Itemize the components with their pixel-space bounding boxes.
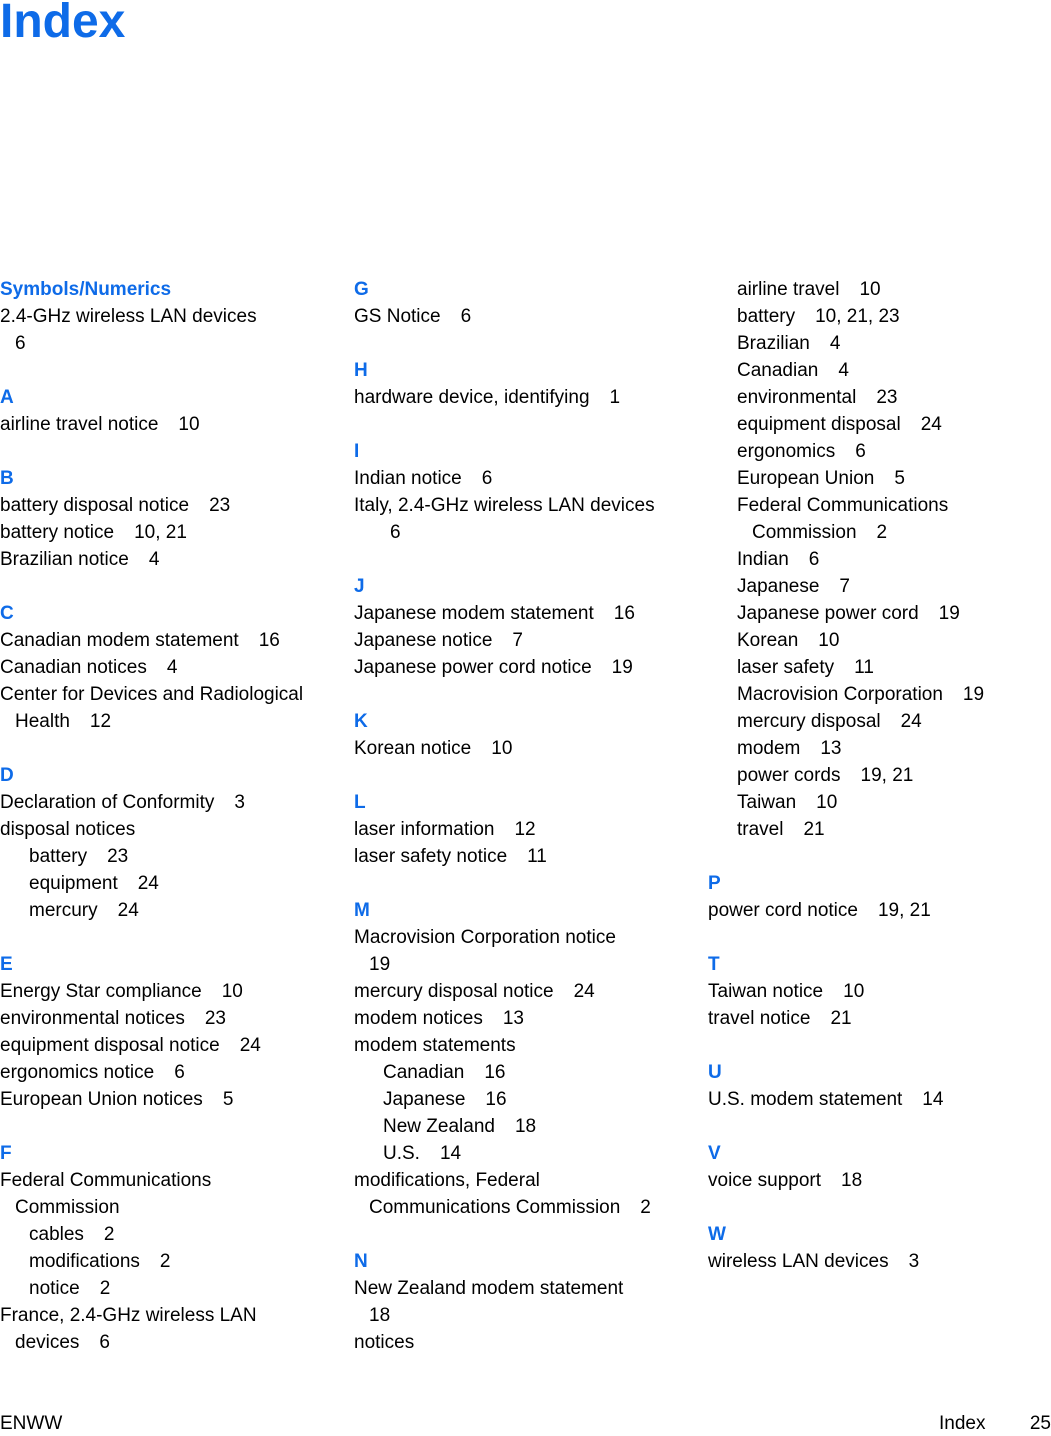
page-reference: 19, 21 <box>860 765 914 786</box>
entry-term-continued: Commission <box>15 1197 120 1218</box>
index-subentry <box>708 384 1048 411</box>
index-subentry <box>708 573 1048 600</box>
entry-term: power cord notice <box>708 900 858 921</box>
entry-term: Federal Communications <box>0 1170 212 1191</box>
page-reference: 10 <box>843 981 865 1002</box>
page-reference: 23 <box>876 387 898 408</box>
index-entry <box>0 789 340 816</box>
index-section <box>354 897 694 1221</box>
entry-term: 2.4-GHz wireless LAN devices <box>0 306 257 327</box>
index-section <box>354 708 694 762</box>
index-subentry <box>708 600 1048 627</box>
index-entry <box>0 303 340 357</box>
entry-term: modem <box>737 738 801 759</box>
entry-term: equipment <box>29 873 118 894</box>
index-entry <box>0 1005 340 1032</box>
index-entry <box>354 492 694 546</box>
page-reference: 4 <box>166 657 178 678</box>
page-reference: 19 <box>938 603 960 624</box>
index-subentry <box>354 1086 694 1113</box>
page-reference: 4 <box>829 333 841 354</box>
section-letter: M <box>354 900 370 921</box>
entry-term: environmental notices <box>0 1008 185 1029</box>
index-entry <box>0 978 340 1005</box>
index-section <box>708 1140 1048 1194</box>
entry-term: Italy, 2.4-GHz wireless LAN devices <box>354 495 655 516</box>
section-letter: T <box>708 954 720 975</box>
index-column-3 <box>708 276 1048 1302</box>
index-section <box>354 276 694 330</box>
index-section <box>708 276 1048 843</box>
entry-term: ergonomics notice <box>0 1062 155 1083</box>
entry-term-continued: Commission <box>752 522 857 543</box>
page-reference: 24 <box>239 1035 261 1056</box>
index-subentry <box>708 276 1048 303</box>
index-subentry <box>708 654 1048 681</box>
entry-term: New Zealand <box>383 1116 495 1137</box>
page-reference: 24 <box>900 711 922 732</box>
entry-term: equipment disposal <box>737 414 901 435</box>
page-reference: 19 <box>369 954 391 975</box>
page-reference: 2 <box>159 1251 171 1272</box>
entry-term: Brazilian <box>737 333 810 354</box>
index-subentry <box>0 843 340 870</box>
entry-term: European Union notices <box>0 1089 203 1110</box>
page-reference: 16 <box>485 1089 507 1110</box>
index-entry <box>354 1275 694 1329</box>
page-reference: 10, 21 <box>134 522 187 543</box>
entry-term-continued: Communications Commission <box>369 1197 621 1218</box>
entry-term: Canadian notices <box>0 657 147 678</box>
index-section <box>708 951 1048 1032</box>
index-subentry <box>0 1221 340 1248</box>
entry-term: Korean <box>737 630 799 651</box>
entry-term: Japanese <box>383 1089 466 1110</box>
entry-term: voice support <box>708 1170 822 1191</box>
page-reference: 16 <box>258 630 280 651</box>
index-entry <box>0 681 340 735</box>
entry-term: Canadian <box>737 360 819 381</box>
index-entry <box>354 654 694 681</box>
index-section <box>0 276 340 357</box>
index-subentry <box>708 438 1048 465</box>
page-reference: 4 <box>838 360 849 381</box>
entry-term: modifications <box>29 1251 140 1272</box>
entry-term: hardware device, identifying <box>354 387 590 408</box>
entry-term: Energy Star compliance <box>0 981 202 1002</box>
entry-term: modem statements <box>354 1035 516 1056</box>
entry-term: mercury disposal notice <box>354 981 554 1002</box>
index-subentry <box>708 816 1048 843</box>
page-reference: 2 <box>103 1224 115 1245</box>
page-reference: 6 <box>390 522 401 543</box>
entry-term: laser safety notice <box>354 846 508 867</box>
index-entry <box>354 816 694 843</box>
entry-term: Korean notice <box>354 738 472 759</box>
entry-term: Federal Communications <box>737 495 949 516</box>
entry-term: equipment disposal notice <box>0 1035 220 1056</box>
entry-term: Brazilian notice <box>0 549 129 570</box>
index-entry <box>354 735 694 762</box>
page-reference: 23 <box>209 495 231 516</box>
entry-term: cables <box>29 1224 84 1245</box>
page-reference: 24 <box>137 873 159 894</box>
footer-section: Index <box>939 1413 986 1434</box>
page-reference: 3 <box>234 792 245 813</box>
index-section <box>354 1248 694 1356</box>
section-letter: V <box>708 1143 721 1164</box>
page-reference: 19 <box>962 684 985 705</box>
entry-term: notice <box>29 1278 80 1299</box>
entry-term: European Union <box>737 468 875 489</box>
page-reference: 18 <box>841 1170 863 1191</box>
entry-term: Canadian <box>383 1062 465 1083</box>
entry-term: Center for Devices and Radiological <box>0 684 304 705</box>
page-reference: 6 <box>808 549 820 570</box>
index-entry <box>0 654 340 681</box>
index-subentry <box>708 681 1048 708</box>
page-reference: 24 <box>117 900 139 921</box>
section-letter: B <box>0 468 14 489</box>
index-subentry <box>708 330 1048 357</box>
entry-term: notices <box>354 1332 415 1353</box>
entry-term: Indian <box>737 549 789 570</box>
index-subentry <box>708 789 1048 816</box>
page-reference: 6 <box>855 441 866 462</box>
page-reference: 12 <box>514 819 536 840</box>
entry-term: modifications, Federal <box>354 1170 540 1191</box>
page-reference: 10 <box>816 792 838 813</box>
page-reference: 23 <box>107 846 129 867</box>
page-reference: 24 <box>920 414 942 435</box>
page-reference: 21 <box>803 819 825 840</box>
entry-term: disposal notices <box>0 819 136 840</box>
page-reference: 23 <box>204 1008 226 1029</box>
page-reference: 14 <box>922 1089 944 1110</box>
index-subentry <box>0 1248 340 1275</box>
index-entry <box>354 978 694 1005</box>
page-reference: 16 <box>613 603 635 624</box>
section-letter: K <box>354 711 368 732</box>
page-reference: 19, 21 <box>877 900 931 921</box>
entry-term: laser information <box>354 819 495 840</box>
entry-term: travel notice <box>708 1008 811 1029</box>
index-subentry <box>708 411 1048 438</box>
index-entry <box>708 897 1048 924</box>
index-section <box>0 1140 340 1356</box>
section-letter: U <box>708 1062 722 1083</box>
entry-term: Macrovision Corporation notice <box>354 927 616 948</box>
page-reference: 21 <box>830 1008 852 1029</box>
page-reference: 2 <box>876 522 888 543</box>
index-entry <box>354 384 694 411</box>
entry-term: wireless LAN devices <box>708 1251 889 1272</box>
index-entry <box>0 816 340 843</box>
footer-doc-id: ENWW <box>0 1413 63 1434</box>
index-column-2 <box>354 276 694 1383</box>
index-section <box>708 1221 1048 1275</box>
index-entry <box>0 546 340 573</box>
section-letter: J <box>354 576 365 597</box>
page-reference: 11 <box>527 846 547 867</box>
index-entry <box>354 924 694 978</box>
page-reference: 10 <box>491 738 513 759</box>
page-reference: 10 <box>859 279 881 300</box>
index-entry <box>708 1248 1048 1275</box>
index-section <box>0 951 340 1113</box>
entry-term: Japanese <box>737 576 820 597</box>
entry-term: New Zealand modem statement <box>354 1278 624 1299</box>
entry-term: Declaration of Conformity <box>0 792 215 813</box>
entry-term: mercury disposal <box>737 711 881 732</box>
index-subentry <box>708 465 1048 492</box>
index-subentry <box>354 1113 694 1140</box>
index-entry <box>708 1086 1048 1113</box>
entry-term: laser safety <box>737 657 835 678</box>
page-reference: 24 <box>573 981 595 1002</box>
entry-term: power cords <box>737 765 841 786</box>
index-entry <box>708 1005 1048 1032</box>
index-entry <box>0 1032 340 1059</box>
index-entry <box>354 1032 694 1059</box>
index-entry <box>0 1059 340 1086</box>
index-entry <box>708 1167 1048 1194</box>
page-reference: 11 <box>854 657 874 678</box>
index-entry <box>354 1329 694 1356</box>
entry-term-continued: devices <box>15 1332 80 1353</box>
page-reference: 10 <box>818 630 840 651</box>
section-letter: A <box>0 387 14 408</box>
page-reference: 3 <box>908 1251 920 1272</box>
page-title: Index <box>0 0 126 48</box>
index-subentry <box>708 708 1048 735</box>
index-entry <box>708 978 1048 1005</box>
index-section <box>0 465 340 573</box>
page-reference: 13 <box>820 738 842 759</box>
page-reference: 2 <box>640 1197 651 1218</box>
page-reference: 2 <box>99 1278 111 1299</box>
page-reference: 5 <box>894 468 905 489</box>
section-letter: W <box>708 1224 726 1245</box>
entry-term: Japanese modem statement <box>354 603 594 624</box>
index-section <box>0 384 340 438</box>
section-letter: G <box>354 279 369 300</box>
entry-term: Japanese power cord <box>737 603 919 624</box>
section-letter: F <box>0 1143 12 1164</box>
index-entry <box>354 1005 694 1032</box>
index-subentry <box>0 870 340 897</box>
page-reference: 18 <box>514 1116 537 1137</box>
index-subentry <box>354 1140 694 1167</box>
index-entry <box>0 1302 340 1356</box>
section-letter: N <box>354 1251 368 1272</box>
section-letter: H <box>354 360 368 381</box>
section-letter: E <box>0 954 13 975</box>
page-reference: 6 <box>174 1062 185 1083</box>
entry-term-continued: Health <box>15 711 70 732</box>
entry-term: Japanese power cord notice <box>354 657 592 678</box>
page-reference: 10 <box>221 981 243 1002</box>
page-reference: 1 <box>609 387 621 408</box>
footer-page-number: 25 <box>1029 1413 1051 1434</box>
page-reference: 7 <box>839 576 850 597</box>
entry-term: battery <box>737 306 796 327</box>
index-entry <box>354 1167 694 1221</box>
page-reference: 12 <box>89 711 112 732</box>
entry-term: Canadian modem statement <box>0 630 239 651</box>
entry-term: Taiwan notice <box>708 981 824 1002</box>
page-reference: 7 <box>512 630 523 651</box>
index-subentry <box>708 492 1048 546</box>
section-letter: P <box>708 873 721 894</box>
index-column-1 <box>0 276 340 1383</box>
page-reference: 6 <box>481 468 493 489</box>
page-reference: 19 <box>611 657 633 678</box>
index-subentry <box>708 627 1048 654</box>
page-reference: 6 <box>460 306 472 327</box>
index-section <box>354 789 694 870</box>
entry-term: airline travel notice <box>0 414 159 435</box>
page-reference: 18 <box>369 1305 391 1326</box>
index-entry <box>0 519 340 546</box>
index-subentry <box>354 1059 694 1086</box>
index-entry <box>354 627 694 654</box>
page-reference: 13 <box>502 1008 524 1029</box>
section-letter: L <box>354 792 366 813</box>
page-reference: 6 <box>15 333 26 354</box>
index-section <box>0 600 340 735</box>
entry-term: travel <box>737 819 784 840</box>
index-subentry <box>708 546 1048 573</box>
section-letter: I <box>354 441 360 462</box>
index-subentry <box>708 762 1048 789</box>
entry-term: airline travel <box>737 279 840 300</box>
entry-term: GS Notice <box>354 306 441 327</box>
index-entry <box>0 1086 340 1113</box>
index-section <box>354 357 694 411</box>
index-section <box>354 438 694 546</box>
footer-page-info <box>939 1412 1051 1436</box>
index-subentry <box>708 357 1048 384</box>
page-reference: 14 <box>439 1143 462 1164</box>
index-subentry <box>0 897 340 924</box>
index-section <box>0 762 340 924</box>
index-section <box>354 573 694 681</box>
entry-term: battery <box>29 846 88 867</box>
entry-term: U.S. modem statement <box>708 1089 903 1110</box>
index-entry <box>354 465 694 492</box>
index-section <box>708 1059 1048 1113</box>
index-section <box>708 870 1048 924</box>
entry-term: Taiwan <box>737 792 797 813</box>
entry-term: environmental <box>737 387 857 408</box>
section-letter: D <box>0 765 14 786</box>
index-entry <box>354 303 694 330</box>
index-subentry <box>708 303 1048 330</box>
index-entry <box>354 600 694 627</box>
page-reference: 10 <box>178 414 200 435</box>
index-subentry <box>708 735 1048 762</box>
entry-term: battery disposal notice <box>0 495 190 516</box>
entry-term: U.S. <box>383 1143 420 1164</box>
page-reference: 5 <box>222 1089 234 1110</box>
entry-term: ergonomics <box>737 441 836 462</box>
entry-term: mercury <box>29 900 98 921</box>
entry-term: battery notice <box>0 522 115 543</box>
index-entry <box>0 1167 340 1221</box>
page-reference: 10, 21, 23 <box>815 306 900 327</box>
entry-term: modem notices <box>354 1008 483 1029</box>
index-entry <box>0 627 340 654</box>
entry-term: Japanese notice <box>354 630 493 651</box>
page-reference: 16 <box>484 1062 506 1083</box>
entry-term: Indian notice <box>354 468 462 489</box>
entry-term: France, 2.4-GHz wireless LAN <box>0 1305 257 1326</box>
entry-term: Macrovision Corporation <box>737 684 943 705</box>
index-entry <box>354 843 694 870</box>
page-reference: 6 <box>99 1332 110 1353</box>
section-letter: Symbols/Numerics <box>0 279 172 300</box>
index-entry <box>0 492 340 519</box>
section-letter: C <box>0 603 14 624</box>
index-subentry <box>0 1275 340 1302</box>
page-reference: 4 <box>148 549 160 570</box>
index-entry <box>0 411 340 438</box>
